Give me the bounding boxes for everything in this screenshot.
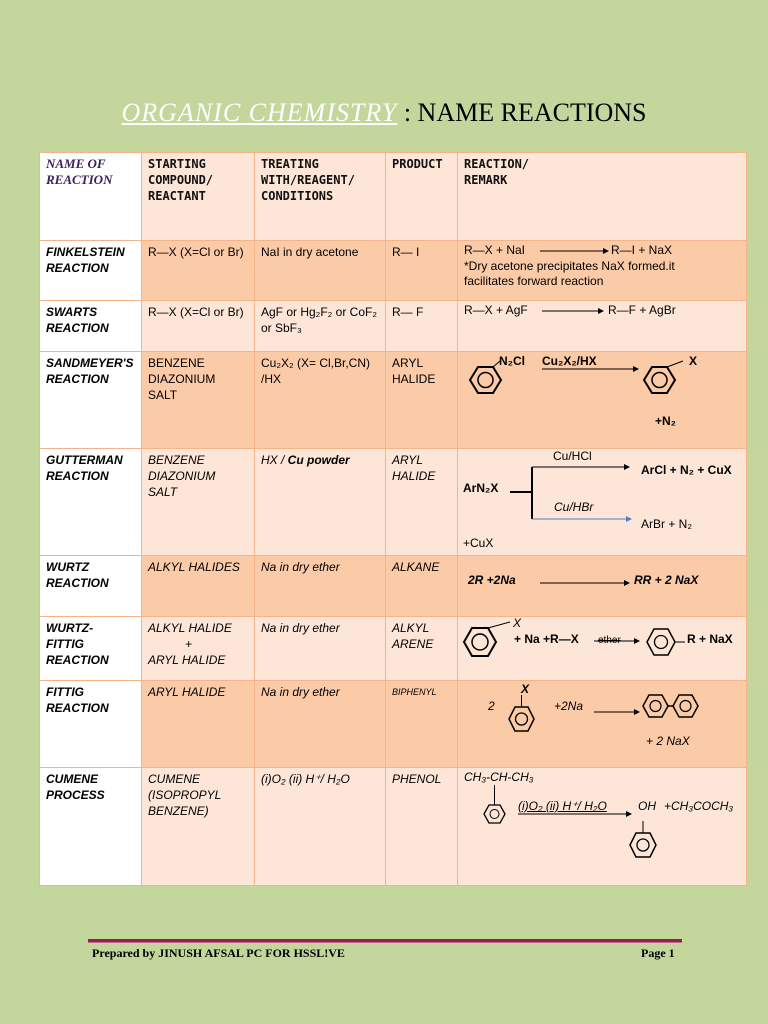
row-wurtz (40, 556, 747, 617)
page-title (0, 98, 768, 128)
reagent: Na in dry ether (255, 617, 386, 681)
name-line2: REACTION (46, 576, 109, 590)
reagent-part2: Cu powder (287, 453, 350, 467)
product: BIPHENYL (386, 681, 458, 768)
row-fittig (40, 681, 747, 768)
reagent: NaI in dry acetone (255, 241, 386, 301)
start-line1: CUMENE (148, 772, 201, 786)
reaction-remark (458, 301, 747, 352)
start-line2: DIAZONIUM (148, 372, 216, 386)
header-name-line1: NAME OF (46, 156, 106, 171)
product-line1: ARYL (392, 356, 424, 370)
header-row (40, 153, 747, 241)
start-line3: ARYL HALIDE (148, 653, 226, 667)
reaction-name (40, 352, 142, 449)
product: R— F (386, 301, 458, 352)
rhs: R—I + NaX (611, 243, 673, 257)
reaction-remark (458, 681, 747, 768)
product: R— I (386, 241, 458, 301)
row-swarts (40, 301, 747, 352)
title-subject: ORGANIC CHEMISTRY (121, 98, 398, 127)
start-line2: DIAZONIUM (148, 469, 216, 483)
lhs: + Na +R—X (514, 632, 579, 646)
coefficient: 2 (488, 699, 495, 713)
header-treat-line2: WITH/REAGENT/ (261, 173, 355, 187)
reagent-label: Cu₂X₂/HX (542, 354, 597, 368)
header-start (142, 153, 255, 241)
name-line1: FINKELSTEIN (46, 245, 125, 259)
reagent-part1: HX / (261, 453, 288, 467)
starting-compound: R—X (X=Cl or Br) (142, 241, 255, 301)
header-name-line2: REACTION (46, 172, 113, 187)
page-number: Page 1 (641, 946, 675, 960)
product-1: ArCl + N₂ + CuX (641, 463, 732, 477)
product: ALKANE (386, 556, 458, 617)
reaction-name (40, 301, 142, 352)
reagent: Na in dry ether (255, 556, 386, 617)
arrow-icon (458, 556, 747, 617)
name-line2: REACTION (46, 701, 109, 715)
benzene-ring-icon (458, 617, 747, 681)
name-line3: REACTION (46, 653, 109, 667)
row-gutterman (40, 449, 747, 556)
lhs: 2R +2Na (468, 573, 516, 587)
product-line2: HALIDE (392, 469, 436, 483)
reagent-1: Cu/HCl (553, 449, 592, 463)
start-line3: SALT (148, 485, 178, 499)
start-line1: ALKYL HALIDE (148, 621, 232, 635)
footer-credit: Prepared by JINUSH AFSAL PC FOR HSSL!VE (92, 946, 345, 960)
header-start-line3: REACTANT (148, 189, 206, 203)
lhs: R—X + AgF (464, 303, 528, 317)
starting-compound: R—X (X=Cl or Br) (142, 301, 255, 352)
header-treat (255, 153, 386, 241)
title-separator: : (397, 98, 418, 127)
solvent-label: ether (598, 635, 621, 646)
start-line1: BENZENE (148, 356, 205, 370)
extra-byproduct: +CuX (463, 536, 494, 550)
row-wurtz-fittig (40, 617, 747, 681)
name-line2: PROCESS (46, 788, 105, 802)
start-line3: BENZENE) (148, 804, 209, 818)
reaction-name (40, 681, 142, 768)
starting-compound (142, 617, 255, 681)
reaction-name (40, 241, 142, 301)
cumene-icon (458, 768, 747, 886)
title-topic: NAME REACTIONS (417, 98, 647, 127)
product-line1: ALKYL (392, 621, 430, 635)
product-2: ArBr + N₂ (641, 517, 692, 531)
reaction-remark (458, 352, 747, 449)
header-treat-line3: CONDITIONS (261, 189, 334, 203)
start-line2: + (185, 637, 193, 651)
rhs: R—F + AgBr (608, 303, 676, 317)
chain: CH₃-CH-CH₃ (464, 770, 534, 784)
row-finkelstein (40, 241, 747, 301)
byproduct: +N₂ (655, 414, 677, 428)
reaction-name (40, 768, 142, 886)
header-start-line2: COMPOUND/ (148, 173, 214, 187)
halide-x: X (521, 682, 530, 696)
name-line1: CUMENE (46, 772, 99, 786)
biphenyl-icon (458, 681, 747, 768)
header-start-line1: STARTING (148, 157, 206, 171)
name-line1: FITTIG (46, 685, 84, 699)
sodium: +2Na (554, 699, 584, 713)
reagent-2: Cu/HBr (554, 500, 594, 514)
name-line2: FITTIG (46, 637, 84, 651)
lhs: R—X + NaI (464, 243, 526, 257)
product-line1: ARYL (392, 453, 423, 467)
reaction-name (40, 449, 142, 556)
start-line2: (ISOPROPYL (148, 788, 222, 802)
name-line2: REACTION (46, 261, 109, 275)
reaction-remark (458, 768, 747, 886)
product (386, 617, 458, 681)
header-remark-line1: REACTION/ (464, 157, 530, 171)
rhs: R + NaX (687, 632, 733, 646)
header-treat-line1: TREATING (261, 157, 319, 171)
product: PHENOL (386, 768, 458, 886)
halide-x: X (513, 616, 522, 630)
name-line2: REACTION (46, 321, 109, 335)
row-cumene (40, 768, 747, 886)
footer-divider (88, 939, 682, 943)
row-sandmeyer (40, 352, 747, 449)
reagent: Na in dry ether (255, 681, 386, 768)
remark-note: *Dry acetone precipitates NaX formed.it facilitates forward reaction (464, 259, 675, 288)
halide-x: X (689, 354, 698, 368)
reagent: AgF or Hg₂F₂ or CoF₂ or SbF₃ (255, 301, 386, 352)
byproduct: + 2 NaX (646, 734, 690, 748)
product-line2: HALIDE (392, 372, 436, 386)
product-line2: ARENE (392, 637, 434, 651)
header-name (40, 153, 142, 241)
header-product: PRODUCT (386, 153, 458, 241)
reaction-remark (458, 617, 747, 681)
start-line1: BENZENE (148, 453, 205, 467)
starting-compound (142, 768, 255, 886)
header-remark (458, 153, 747, 241)
reagent: Cu₂X₂ (X= Cl,Br,CN) /HX (255, 352, 386, 449)
name-line1: WURTZ (46, 560, 90, 574)
name-line1: GUTTERMAN (46, 453, 123, 467)
reagent-label: (i)O₂ (ii) H⁺/ H₂O (518, 799, 607, 813)
reaction-name (40, 617, 142, 681)
name-line2: REACTION (46, 372, 109, 386)
starting-compound (142, 352, 255, 449)
reagent: (i)O₂ (ii) H⁺/ H₂O (255, 768, 386, 886)
start-line3: SALT (148, 388, 178, 402)
byproduct: +CH₃COCH₃ (664, 799, 734, 813)
name-line1: SANDMEYER'S (46, 356, 134, 370)
starting-compound (142, 449, 255, 556)
product (386, 449, 458, 556)
reaction-name (40, 556, 142, 617)
reaction-remark (458, 449, 747, 556)
starting-compound: ALKYL HALIDES (142, 556, 255, 617)
reaction-remark (458, 241, 747, 301)
product (386, 352, 458, 449)
rhs: RR + 2 NaX (634, 573, 699, 587)
starting-compound: ARYL HALIDE (142, 681, 255, 768)
name-reactions-table (39, 152, 747, 886)
name-line2: REACTION (46, 469, 109, 483)
arrow-icon (458, 301, 747, 352)
diazonium-group: N₂Cl (499, 354, 525, 368)
reactant: ArN₂X (463, 481, 499, 495)
name-line1: WURTZ- (46, 621, 94, 635)
name-line1: SWARTS (46, 305, 98, 319)
header-remark-line2: REMARK (464, 173, 508, 187)
hydroxyl: OH (638, 799, 656, 813)
reagent (255, 449, 386, 556)
reaction-remark (458, 556, 747, 617)
